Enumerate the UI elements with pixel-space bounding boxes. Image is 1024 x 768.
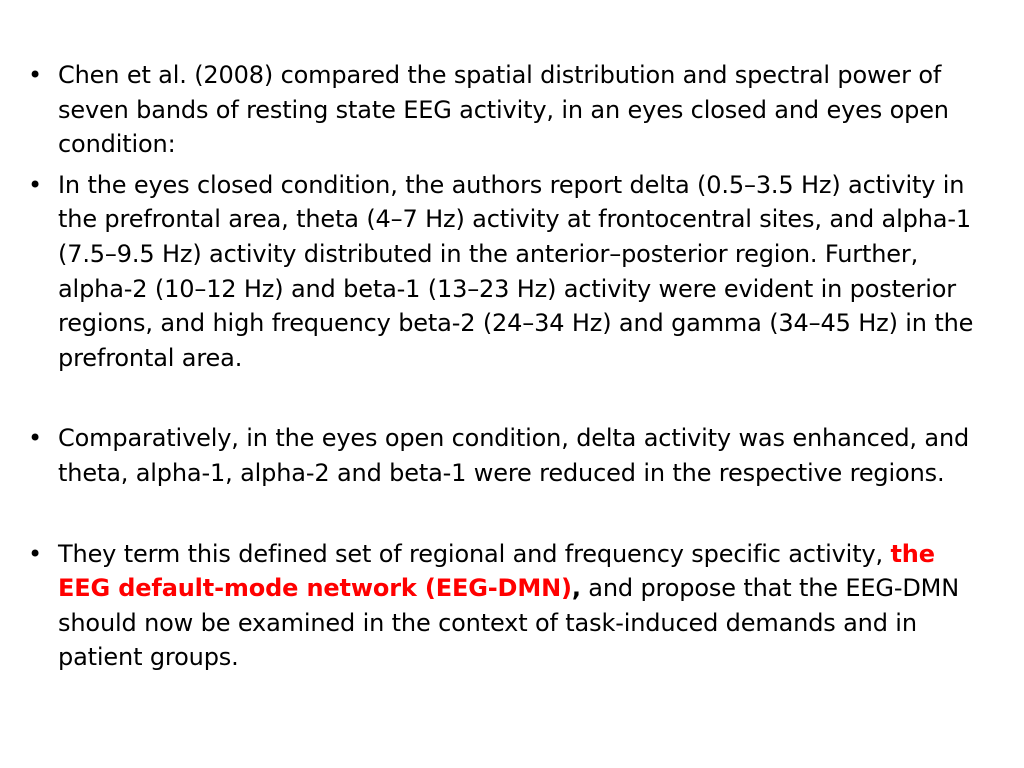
bullet-dot: • <box>27 539 42 568</box>
bullet-item-eeg-dmn <box>24 537 988 675</box>
eeg-dmn-highlight: the EEG default-mode network (EEG-DMN) <box>58 539 935 603</box>
bullet-text-before: They term this defined set of regional and frequency specific activity, <box>58 539 891 568</box>
bullet-dot: • <box>27 424 42 453</box>
bullet-dot: • <box>27 61 42 89</box>
bullet-text: In the eyes closed condition, the authors report delta (0.5–3.5 Hz) activity in the prefrontal area, theta (4–7 Hz) activity at frontocentral sites, and alpha-1 (7.5–9.5 Hz) activity distributed in the anterior–posterior region. Further, alpha-2 (10–12 Hz) and beta-1 (13–23 Hz) activity were evident in posterior regions, and high frequency beta-2 (24–34 Hz) and gamma (34–45 Hz) in the prefrontal area. <box>58 170 974 372</box>
bullet-text: Chen et al. (2008) compared the spatial distribution and spectral power of seven bands of resting state EEG activity, in an eyes closed and eyes open condition: <box>58 61 949 159</box>
highlight-comma: , <box>571 574 581 603</box>
bullet-item-eyes-open <box>24 421 988 490</box>
bullet-list <box>24 58 988 675</box>
bullet-text: Comparatively, in the eyes open condition, delta activity was enhanced, and theta, alpha-1, alpha-2 and beta-1 were reduced in the respective regions. <box>58 424 970 487</box>
bullet-item-chen-study <box>24 58 988 162</box>
bullet-dot: • <box>27 170 42 199</box>
bullet-item-eyes-closed <box>24 168 988 376</box>
bullet-text-after: and propose that the EEG-DMN should now be examined in the context of task-induced demands and in patient groups. <box>58 574 960 672</box>
